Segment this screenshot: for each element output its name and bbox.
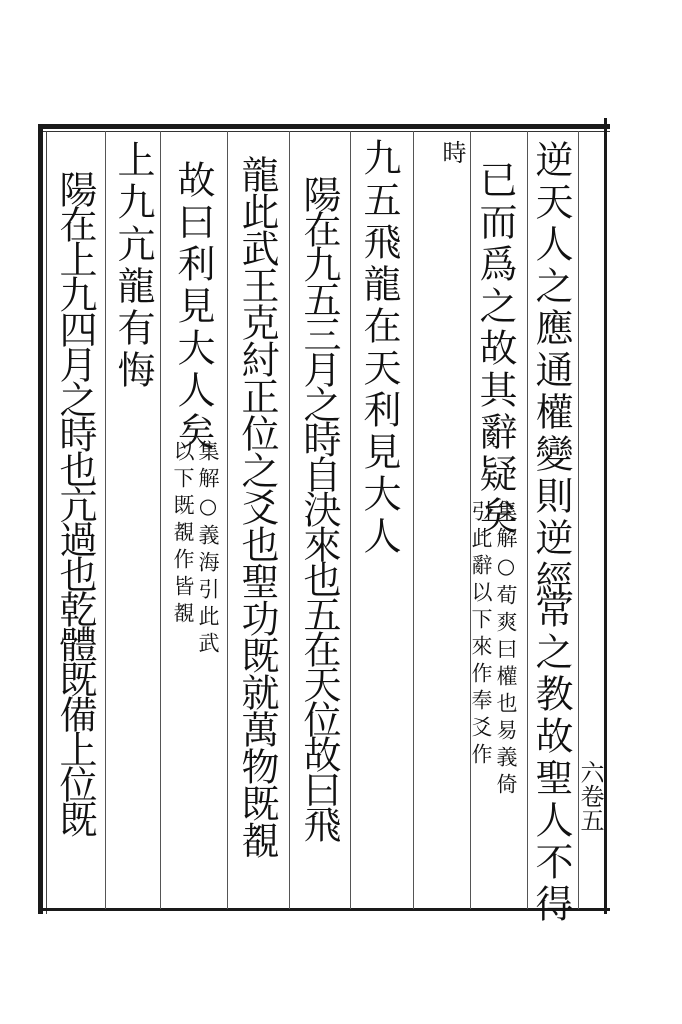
frame-bottom-border (38, 908, 610, 911)
annotation-right: 集解○義海引此武 (196, 440, 220, 659)
annotation-left: 引此辭以下來作奉爻作 (469, 500, 493, 770)
annotation-left: 以下既覩作皆覩 (171, 440, 195, 629)
page-label: 六卷五 (576, 760, 604, 832)
text-column-5: 陽在九五三月之時自決來也五在天位故曰飛 (297, 175, 341, 840)
text-column-6: 龍此武王克紂正位之爻也聖功既就萬物既覩 (235, 155, 279, 858)
frame-left-inner-border (46, 131, 47, 914)
text-column-7: 故曰利見大人矣 (171, 160, 215, 454)
frame-top-inner-border (38, 131, 610, 132)
column-divider (105, 131, 106, 909)
column-divider (413, 131, 414, 909)
text-column-1: 逆天人之應通權變則逆經 (529, 140, 573, 602)
text-column-9: 陽在上九四月之時也亢過也乾體既備上位既 (53, 170, 97, 835)
annotation-right: 集解○荀爽曰權也易義倚 (494, 500, 518, 800)
column-divider (350, 131, 351, 909)
column-divider (527, 131, 528, 909)
text-column-3: 時 (438, 140, 466, 170)
frame-left-border (38, 124, 43, 914)
text-column-8: 上九亢龍有悔 (111, 140, 155, 392)
frame-right-border (604, 118, 607, 914)
column-divider (160, 131, 161, 909)
frame-top-border (38, 124, 610, 129)
column-divider (227, 131, 228, 909)
column-divider (289, 131, 290, 909)
text-column-1b: 常之教故聖人不得 (529, 590, 573, 926)
annotation-block-2 (470, 500, 516, 800)
annotation-block-7 (172, 440, 218, 659)
text-column-4: 九五飛龍在天利見大人 (357, 138, 401, 558)
text-column-2: 已而爲之故其辭疑矣 (473, 160, 517, 538)
